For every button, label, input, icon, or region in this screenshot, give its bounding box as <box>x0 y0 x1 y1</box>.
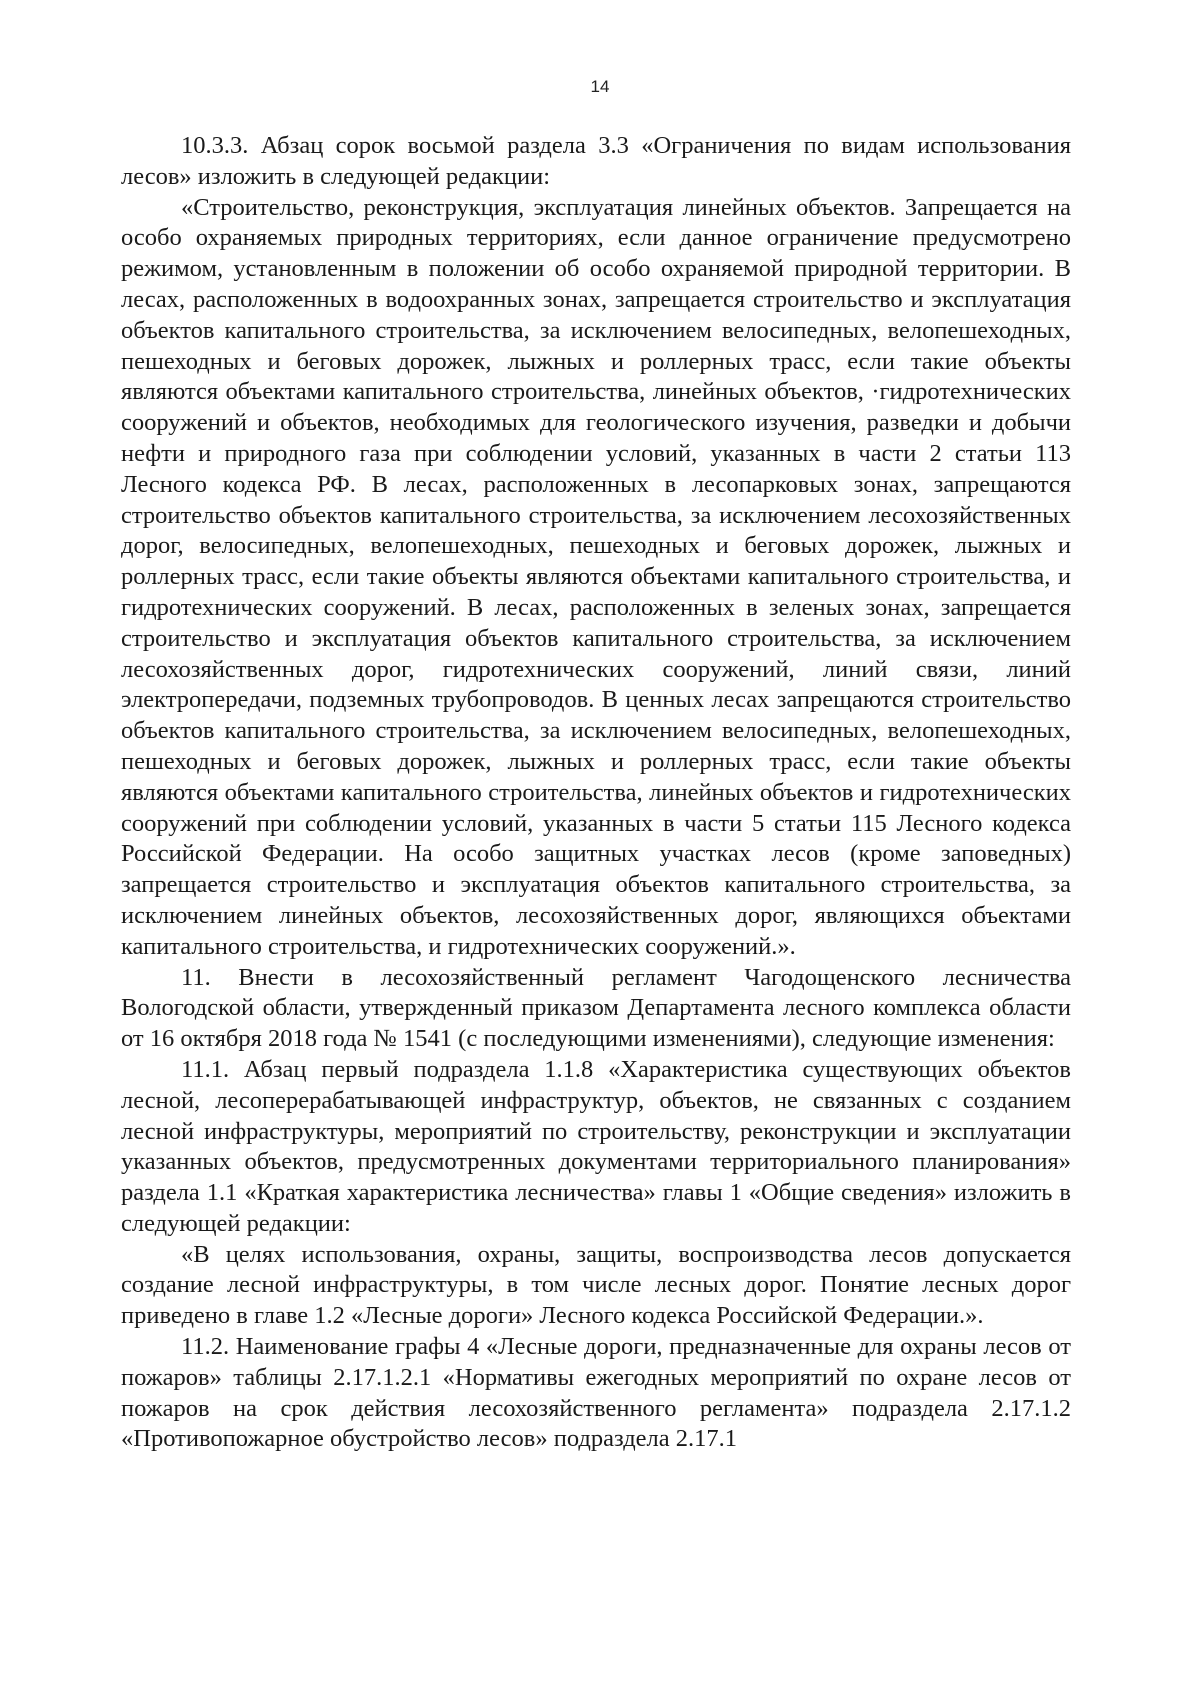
paragraph-11: 11. Внести в лесохозяйственный регламент Чагодощенского лесничества Вологодской области, утвержденный приказом Департамента лесного комплекса области от 16 октября 2018 года № 1541 (с последующими изменениями), следующие изменения: <box>121 963 1071 1053</box>
paragraph-11-2: 11.2. Наименование графы 4 «Лесные дороги, предназначенные для охраны лесов от пожаров» таблицы 2.17.1.2.1 «Нормативы ежегодных мероприятий по охране лесов от пожаров на срок действия лесохозяйственного регламента» подраздела 2.17.1.2 «Противопожарное обустройство лесов» подраздела 2.17.1 <box>121 1333 1071 1453</box>
document-body <box>121 131 1071 1455</box>
paragraph-quote-forest-infrastructure: «В целях использования, охраны, защиты, воспроизводства лесов допускается создание лесной инфраструктуры, в том числе лесных дорог. Понятие лесных дорог приведено в главе 1.2 «Лесные дороги» Лесного кодекса Российской Федерации.». <box>121 1240 1071 1330</box>
paragraph-quote-linear-objects: «Строительство, реконструкция, эксплуатация линейных объектов. Запрещается на особо охраняемых природных территориях, если данное ограничение предусмотрено режимом, установленным в положении об особо охраняемой природной территории. В лесах, расположенных в водоохранных зонах, запрещается строительство и эксплуатация объектов капитального строительства, за исключением велосипедных, велопешеходных, пешеходных и беговых дорожек, лыжных и роллерных трасс, если такие объекты являются объектами капитального строительства, линейных объектов, ·гидротехнических сооружений и объектов, необходимых для геологического изучения, разведки и добычи нефти и природного газа при соблюдении условий, указанных в части 2 статьи 113 Лесного кодекса РФ. В лесах, расположенных в лесопарковых зонах, запрещаются строительство объектов капитального строительства, за исключением лесохозяйственных дорог, велосипедных, велопешеходных, пешеходных и беговых дорожек, лыжных и роллерных трасс, если такие объекты являются объектами капитального строительства, и гидротехнических сооружений. В лесах, расположенных в зеленых зонах, запрещается строительство и эксплуатация объектов капитального строительства, за исключением лесохозяйственных дорог, гидротехнических сооружений, линий связи, линий электропередачи, подземных трубопроводов. В ценных лесах запрещаются строительство объектов капитального строительства, за исключением велосипедных, велопешеходных, пешеходных и беговых дорожек, лыжных и роллерных трасс, если такие объекты являются объектами капитального строительства, линейных объектов и гидротехнических сооружений при соблюдении условий, указанных в части 5 статьи 115 Лесного кодекса Российской Федерации. На особо защитных участках лесов (кроме заповедных) запрещается строительство и эксплуатация объектов капитального строительства, за исключением линейных объектов, лесохозяйственных дорог, являющихся объектами капитального строительства, и гидротехнических сооружений.». <box>121 193 1071 960</box>
page-number: 14 <box>590 77 610 96</box>
paragraph-11-1: 11.1. Абзац первый подраздела 1.1.8 «Характеристика существующих объектов лесной, лесоперерабатывающей инфраструктур, объектов, не связанных с созданием лесной инфраструктуры, мероприятий по строительству, реконструкции и эксплуатации указанных объектов, предусмотренных документами территориального планирования» раздела 1.1 «Краткая характеристика лесничества» главы 1 «Общие сведения» изложить в следующей редакции: <box>121 1055 1071 1237</box>
paragraph-10-3-3: 10.3.3. Абзац сорок восьмой раздела 3.3 «Ограничения по видам использования лесов» изложить в следующей редакции: <box>121 132 1071 190</box>
